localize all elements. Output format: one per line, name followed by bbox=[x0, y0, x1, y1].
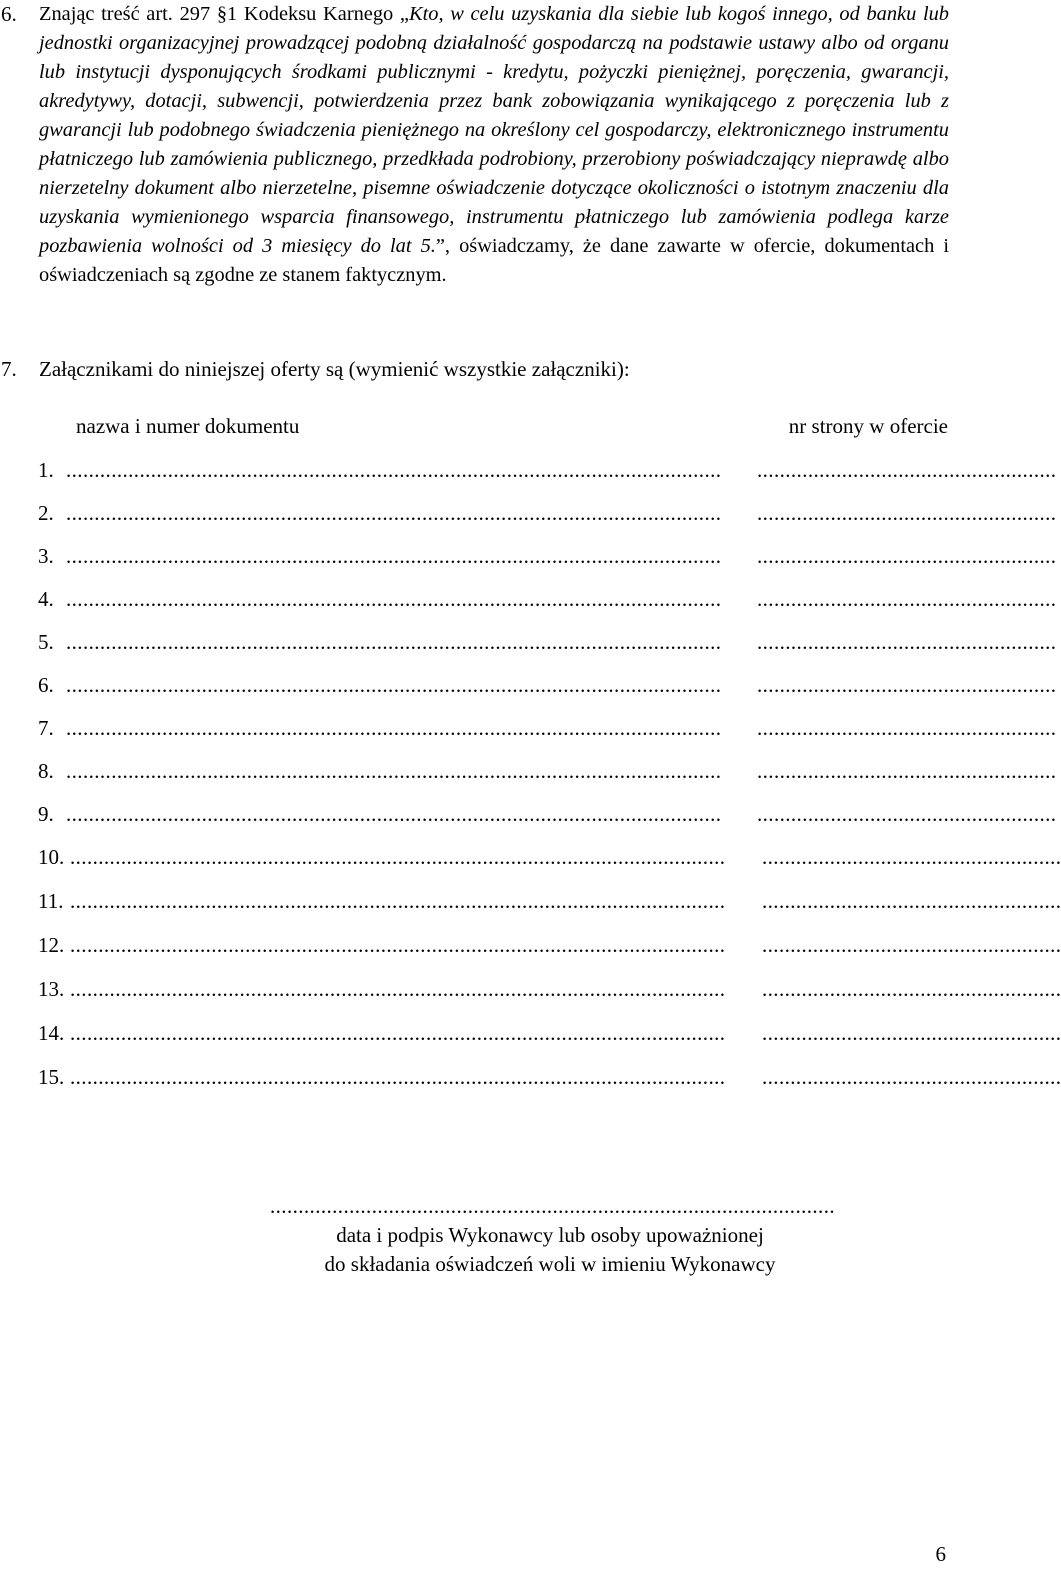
attachment-number: 4. bbox=[38, 587, 54, 611]
attachment-name-field[interactable]: .................................................................................................................... bbox=[70, 1021, 726, 1045]
attachment-number: 3. bbox=[38, 544, 54, 568]
section-6-text bbox=[39, 0, 949, 290]
attachment-number: 2. bbox=[38, 501, 54, 525]
attachment-page-field[interactable]: ..................................................... bbox=[757, 458, 1057, 482]
attachment-page-field[interactable]: ..................................................... bbox=[757, 544, 1057, 568]
attachment-row bbox=[0, 671, 1057, 699]
signature-line[interactable]: .................................................................................................... bbox=[270, 1194, 835, 1218]
attachment-row bbox=[0, 1019, 1061, 1047]
attachment-page-field[interactable]: ..................................................... bbox=[757, 673, 1057, 697]
signature-caption-line-1: data i podpis Wykonawcy lub osoby upoważnionej bbox=[336, 1223, 764, 1247]
attachment-number: 7. bbox=[38, 716, 54, 740]
attachment-number: 5. bbox=[38, 630, 54, 654]
attachment-name-field[interactable]: .................................................................................................................... bbox=[66, 630, 722, 654]
attachment-row bbox=[0, 542, 1057, 570]
attachment-number: 11. bbox=[38, 889, 64, 913]
attachment-row bbox=[0, 456, 1057, 484]
attachment-page-field[interactable]: ..................................................... bbox=[757, 501, 1057, 525]
signature-caption-line-2: do składania oświadczeń woli w imieniu Wykonawcy bbox=[324, 1252, 776, 1276]
attachment-name-field[interactable]: .................................................................................................................... bbox=[66, 759, 722, 783]
section-6-number: 6. bbox=[1, 2, 17, 26]
attachment-row bbox=[0, 714, 1057, 742]
attachment-number: 10. bbox=[38, 845, 65, 869]
attachment-name-field[interactable]: .................................................................................................................... bbox=[66, 501, 722, 525]
attachment-number: 1. bbox=[38, 458, 54, 482]
attachment-name-field[interactable]: .................................................................................................................... bbox=[66, 587, 722, 611]
attachment-name-field[interactable]: .................................................................................................................... bbox=[70, 1065, 726, 1089]
attachment-name-field[interactable]: .................................................................................................................... bbox=[70, 933, 726, 957]
attachment-number: 15. bbox=[38, 1065, 65, 1089]
page-number: 6 bbox=[935, 1542, 946, 1566]
attachment-name-field[interactable]: .................................................................................................................... bbox=[70, 845, 726, 869]
attachment-row bbox=[0, 887, 1061, 915]
attachment-name-field[interactable]: .................................................................................................................... bbox=[66, 802, 722, 826]
signature-block bbox=[270, 1192, 835, 1279]
attachment-page-field[interactable]: ..................................................... bbox=[757, 759, 1057, 783]
attachment-page-field[interactable]: ..................................................... bbox=[762, 977, 1061, 1001]
attachment-number: 13. bbox=[38, 977, 65, 1001]
column-header-page-number: nr strony w ofercie bbox=[788, 414, 948, 438]
article-297-quote: Kto, w celu uzyskania dla siebie lub kogoś innego, od banku lub jednostki organizacyjnej prowadzącej podobną działalność gospodarczą na podstawie ustawy albo od organu lub instytucji dysponujących środkami publicznymi - kredytu, pożyczki pieniężnej, poręczenia, gwarancji, akredytywy, dotacji, subwencji, potwierdzenia przez bank zobowiązania wynikającego z poręczenia lub z gwarancji lub podobnego świadczenia pieniężnego na określony cel gospodarczy, elektronicznego instrumentu płatniczego lub zamówienia publicznego, przedkłada podrobiony, przerobiony poświadczający nieprawdę albo nierzetelny dokument albo nierzetelne, pisemne oświadczenie dotyczące okoliczności o istotnym znaczeniu dla uzyskania wymienionego wsparcia finansowego, instrumentu płatniczego lub zamówienia podlega karze pozbawienia wolności od 3 miesięcy do lat 5. bbox=[39, 3, 950, 257]
attachment-row bbox=[0, 800, 1057, 828]
attachment-page-field[interactable]: ..................................................... bbox=[757, 716, 1057, 740]
attachment-page-field[interactable]: ..................................................... bbox=[762, 845, 1061, 869]
attachment-name-field[interactable]: .................................................................................................................... bbox=[70, 977, 726, 1001]
section-7-number: 7. bbox=[1, 357, 17, 381]
column-header-document-name: nazwa i numer dokumentu bbox=[76, 414, 300, 438]
section-6-intro: Znając treść art. 297 §1 Kodeksu Karnego „ bbox=[39, 3, 409, 25]
section-6-declaration: ”, oświadczamy, że dane zawarte w ofercie, dokumentach i oświadczeniach są zgodne ze stanem faktycznym. bbox=[39, 235, 949, 286]
attachment-row bbox=[0, 1063, 1061, 1091]
attachment-page-field[interactable]: ..................................................... bbox=[762, 1065, 1061, 1089]
attachment-number: 12. bbox=[38, 933, 65, 957]
attachment-name-field[interactable]: .................................................................................................................... bbox=[66, 544, 722, 568]
attachment-page-field[interactable]: ..................................................... bbox=[757, 802, 1057, 826]
attachment-number: 9. bbox=[38, 802, 54, 826]
attachment-page-field[interactable]: ..................................................... bbox=[762, 1021, 1061, 1045]
attachment-page-field[interactable]: ..................................................... bbox=[757, 587, 1057, 611]
attachment-row bbox=[0, 628, 1057, 656]
attachment-number: 6. bbox=[38, 673, 54, 697]
attachment-row bbox=[0, 499, 1057, 527]
attachment-number: 8. bbox=[38, 759, 54, 783]
attachment-name-field[interactable]: .................................................................................................................... bbox=[66, 458, 722, 482]
attachment-name-field[interactable]: .................................................................................................................... bbox=[70, 889, 726, 913]
attachment-row bbox=[0, 843, 1061, 871]
attachment-name-field[interactable]: .................................................................................................................... bbox=[66, 673, 722, 697]
section-7-text: Załącznikami do niniejszej oferty są (wymienić wszystkie załączniki): bbox=[39, 357, 630, 381]
attachment-row bbox=[0, 931, 1061, 959]
attachment-row bbox=[0, 975, 1061, 1003]
attachment-name-field[interactable]: .................................................................................................................... bbox=[66, 716, 722, 740]
attachment-page-field[interactable]: ..................................................... bbox=[762, 889, 1061, 913]
attachment-number: 14. bbox=[38, 1021, 65, 1045]
attachment-row bbox=[0, 757, 1057, 785]
attachment-page-field[interactable]: ..................................................... bbox=[762, 933, 1061, 957]
attachment-page-field[interactable]: ..................................................... bbox=[757, 630, 1057, 654]
attachment-row bbox=[0, 585, 1057, 613]
